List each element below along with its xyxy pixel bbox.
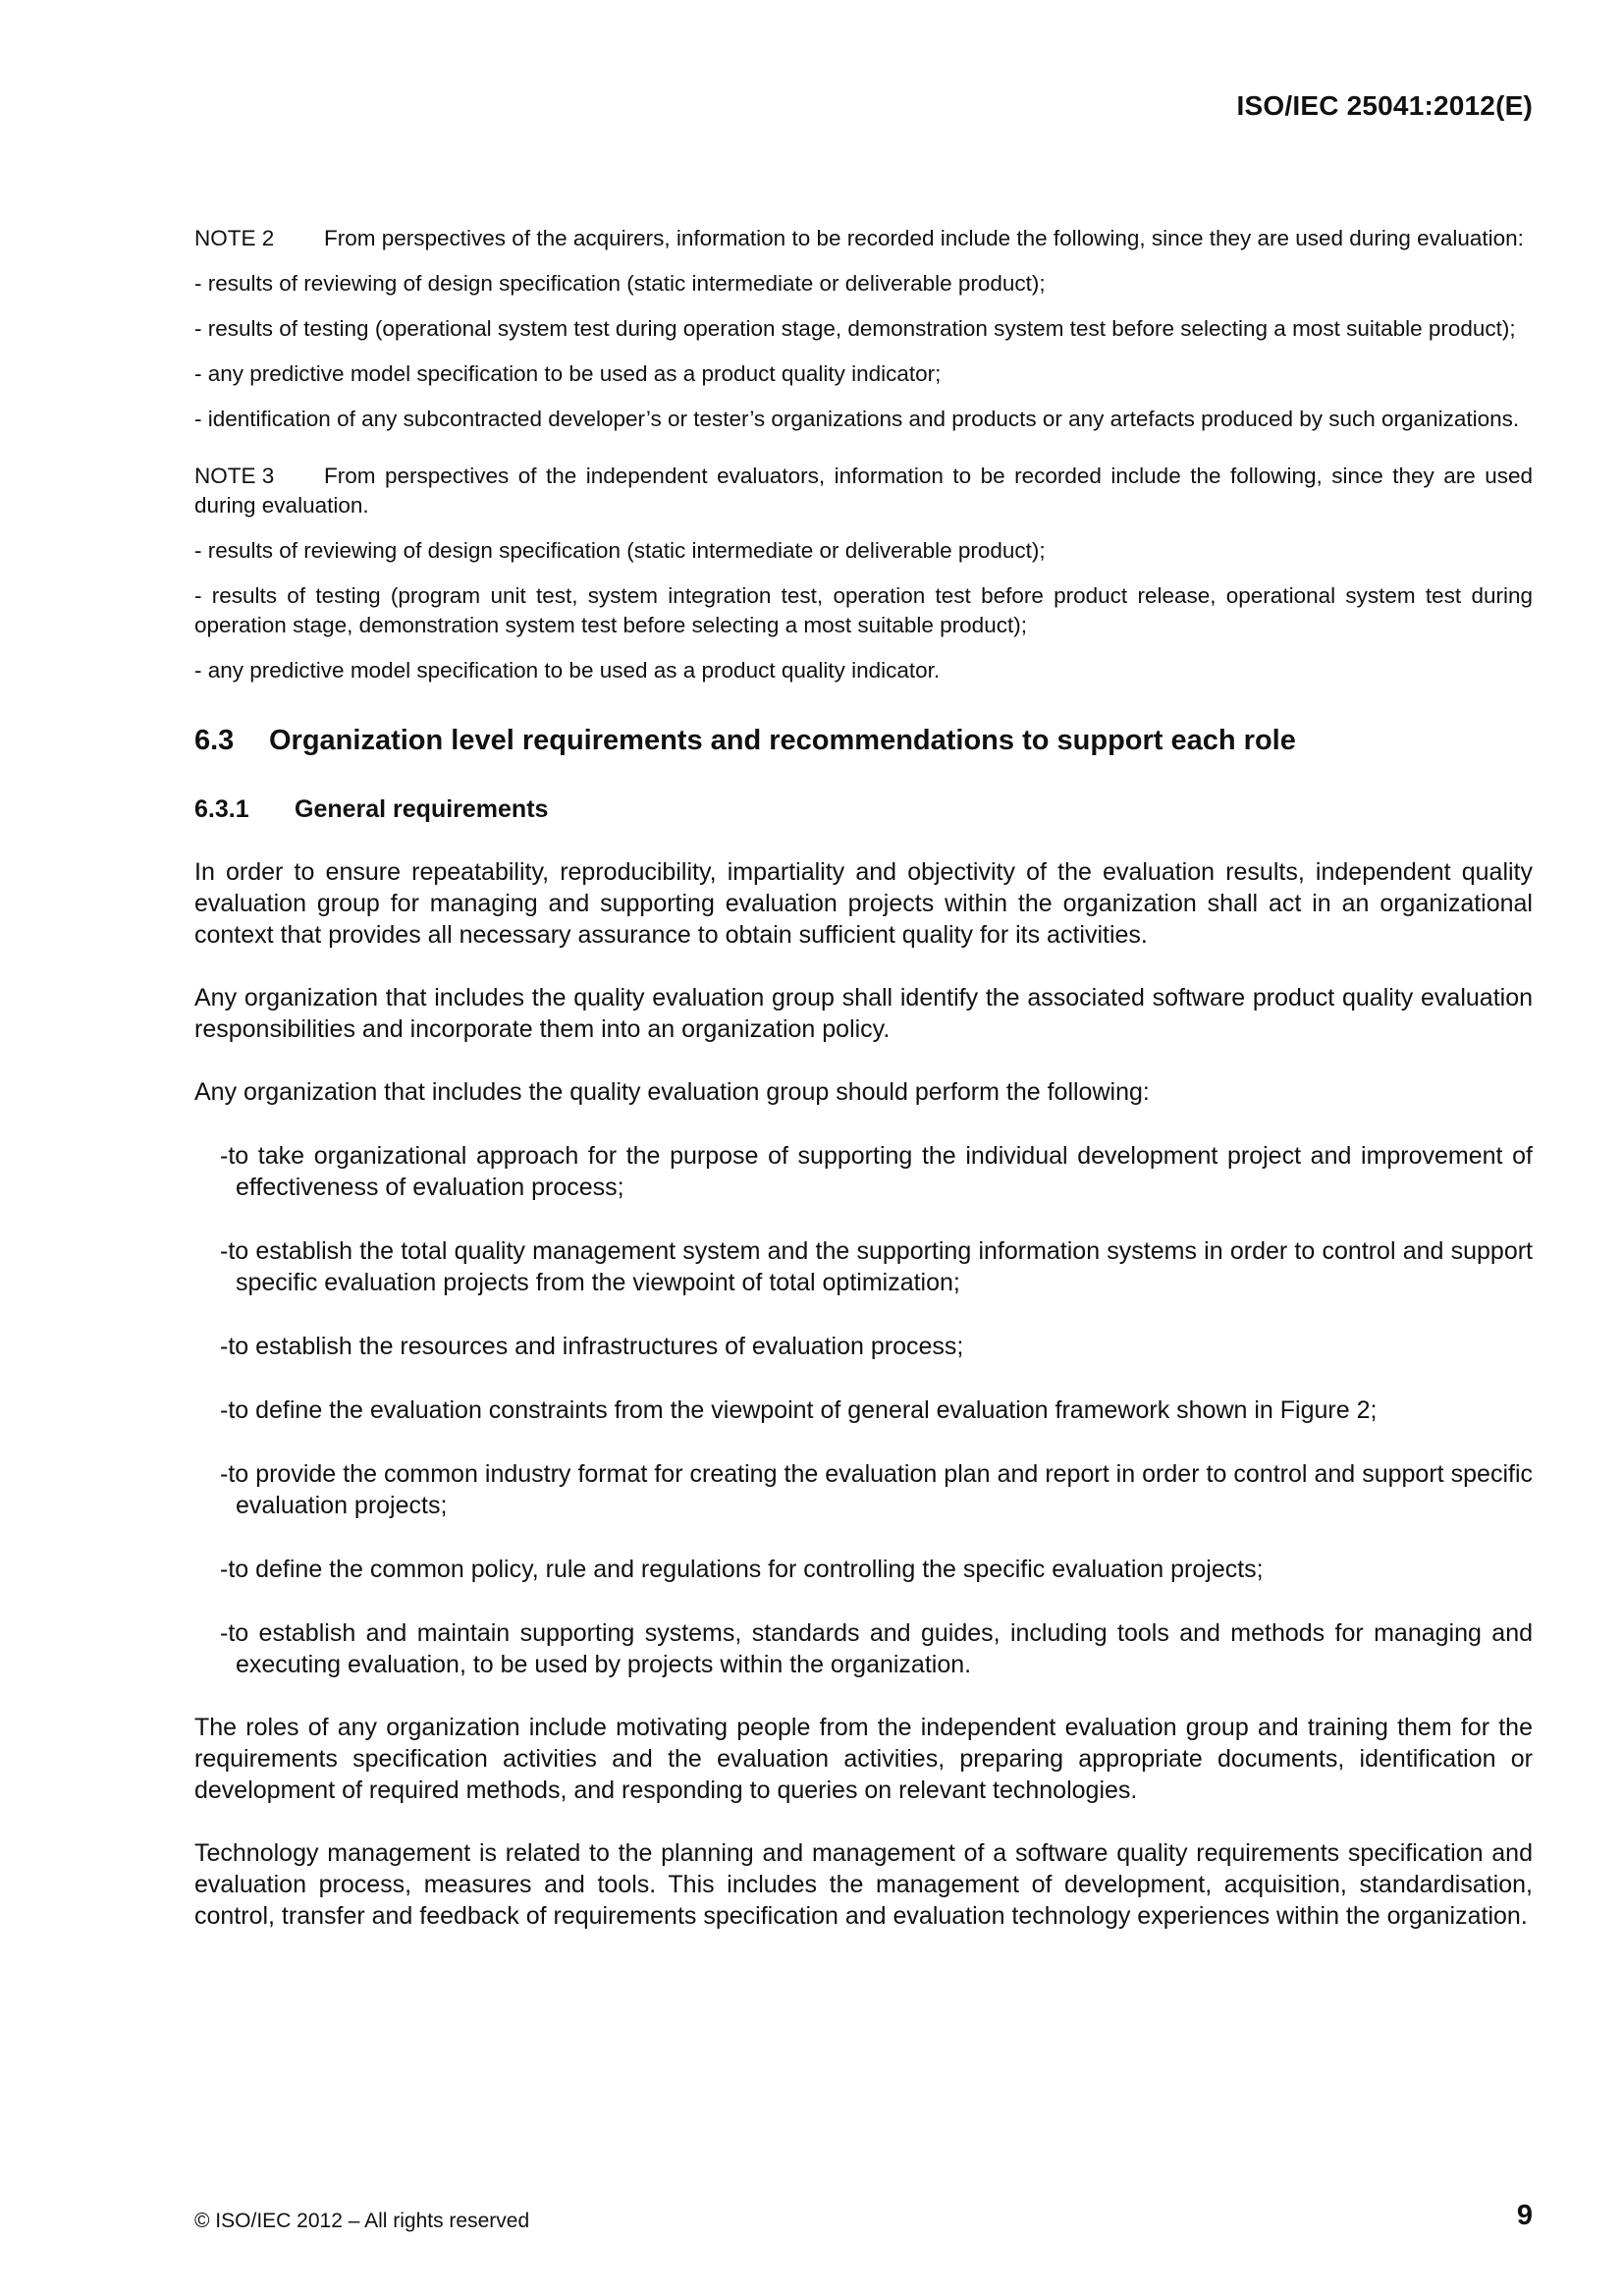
requirements-list [194, 1140, 1533, 1680]
note-2-intro [194, 224, 1533, 253]
page-content [194, 224, 1533, 1932]
list-item: -to define the evaluation constraints from the viewpoint of general evaluation framework shown in Figure 2; [220, 1396, 1378, 1424]
page-number: 9 [1516, 2200, 1533, 2231]
section-heading [194, 723, 1533, 758]
list-item: -to define the common policy, rule and regulations for controlling the specific evaluation projects; [220, 1556, 1264, 1583]
paragraph: The roles of any organization include motivating people from the independent evaluation group and training them for the requirements specification activities and the evaluation activities, preparing appropriate documents, identification or development of required methods, and responding to queries on relevant technologies. [194, 1714, 1533, 1804]
list-item: -to take organizational approach for the purpose of supporting the individual development project and improvement of effectiveness of evaluation process; [220, 1142, 1533, 1201]
note-3-label: NOTE 3 [194, 464, 275, 488]
note-2-item: - results of reviewing of design specification (static intermediate or deliverable product); [194, 271, 1046, 296]
note-2-label: NOTE 2 [194, 226, 275, 250]
paragraph: Technology management is related to the planning and management of a software quality requirements specification and evaluation process, measures and tools. This includes the management of development, acquisition, standardisation, control, transfer and feedback of requirements specification and evaluation technology experiences within the organization. [194, 1839, 1533, 1930]
note-3-item: - results of reviewing of design specification (static intermediate or deliverable product); [194, 538, 1046, 563]
note-2-item: - identification of any subcontracted developer’s or tester’s organizations and products or any artefacts produced by such organizations. [194, 407, 1520, 431]
subsection-title: General requirements [295, 795, 549, 823]
note-3-intro [194, 462, 1533, 520]
subsection-heading [194, 793, 1533, 825]
note-2-text: From perspectives of the acquirers, information to be recorded include the following, since they are used during evaluation: [324, 226, 1524, 250]
document-id-header: ISO/IEC 25041:2012(E) [1236, 90, 1533, 121]
note-2-item: - any predictive model specification to be used as a product quality indicator; [194, 361, 942, 386]
list-item: -to establish and maintain supporting systems, standards and guides, including tools and methods for managing and executing evaluation, to be used by projects within the organization. [220, 1619, 1533, 1678]
note-2 [194, 224, 1533, 434]
paragraph: In order to ensure repeatability, reproducibility, impartiality and objectivity of the evaluation results, independent quality evaluation group for managing and supporting evaluation projects within the organization shall act in an organizational context that provides all necessary assurance to obtain sufficient quality for its activities. [194, 858, 1533, 949]
paragraph: Any organization that includes the quality evaluation group shall identify the associated software product quality evaluation responsibilities and incorporate them into an organization policy. [194, 984, 1533, 1043]
list-item: -to establish the total quality management system and the supporting information systems in order to control and support specific evaluation projects from the viewpoint of total optimization; [220, 1237, 1533, 1296]
section-title: Organization level requirements and recommendations to support each role [269, 725, 1296, 756]
list-item: -to provide the common industry format for creating the evaluation plan and report in order to control and support specific evaluation projects; [220, 1460, 1533, 1519]
section-number: 6.3 [194, 725, 235, 756]
subsection-number: 6.3.1 [194, 795, 249, 823]
note-2-item: - results of testing (operational system test during operation stage, demonstration system test before selecting a most suitable product); [194, 316, 1516, 341]
note-3-text: From perspectives of the independent evaluators, information to be recorded include the following, since they are used during evaluation. [194, 464, 1533, 518]
note-3-item: - any predictive model specification to be used as a product quality indicator. [194, 658, 941, 683]
list-item: -to establish the resources and infrastructures of evaluation process; [220, 1333, 964, 1360]
note-3 [194, 462, 1533, 685]
copyright-footer: © ISO/IEC 2012 – All rights reserved [194, 2210, 530, 2232]
note-3-item: - results of testing (program unit test, system integration test, operation test before product release, operational system test during operation stage, demonstration system test before selecting a most suitable product); [194, 583, 1533, 637]
paragraph: Any organization that includes the quality evaluation group should perform the following: [194, 1078, 1150, 1106]
